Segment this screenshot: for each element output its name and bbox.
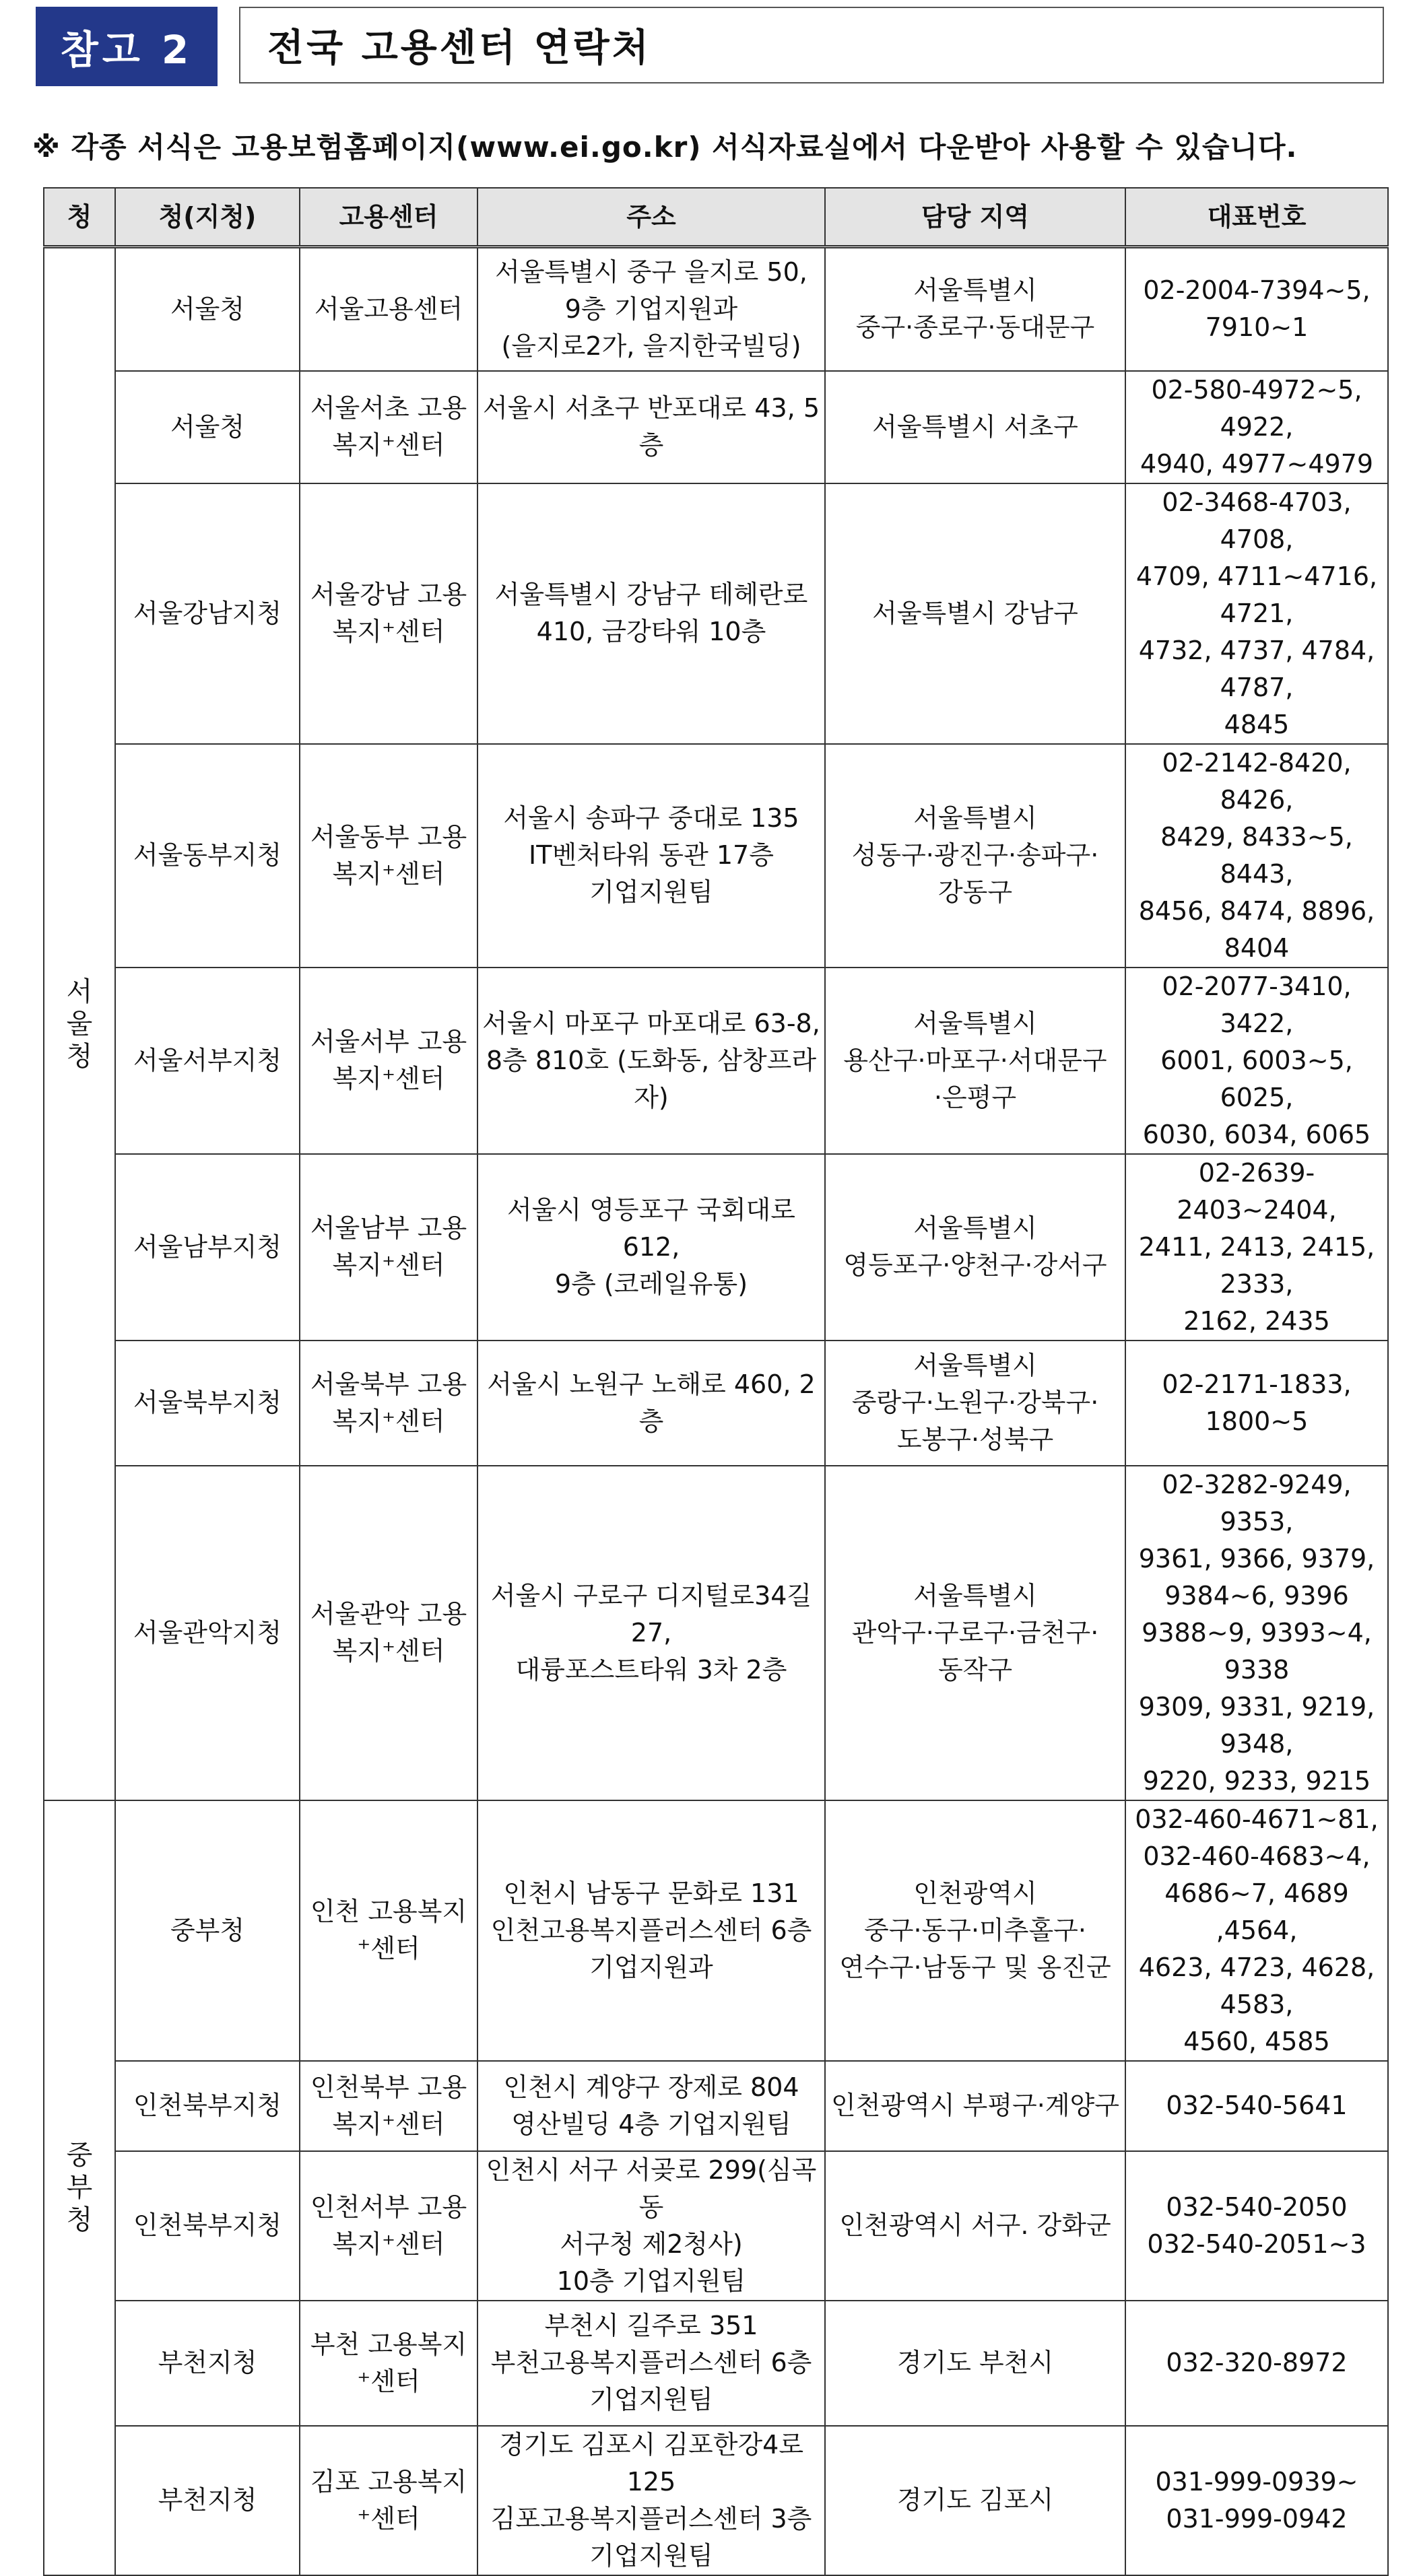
table-row: [44, 1800, 1388, 2061]
area-cell: [825, 2151, 1125, 2301]
table-row: [44, 1341, 1388, 1466]
contact-table: [43, 187, 1389, 2576]
region-name: 서울청: [66, 976, 93, 1072]
address-line: 인천시 서구 서곶로 299(심곡동: [486, 2155, 817, 2222]
address-cell: [477, 2426, 825, 2575]
table-body: [44, 247, 1388, 2575]
area-line: 인천광역시 서구. 강화군: [839, 2210, 1111, 2240]
area-cell: [825, 744, 1125, 968]
area-line: 강동구: [937, 877, 1013, 907]
phone-line: 4560, 4585: [1183, 2026, 1330, 2056]
area-cell: [825, 247, 1125, 371]
address-line: 김포고용복지플러스센터 3층: [490, 2503, 812, 2534]
table-row: [44, 2151, 1388, 2301]
address-line: 부천고용복지플러스센터 6층: [490, 2348, 812, 2377]
address-cell: [477, 1466, 825, 1800]
area-line: 경기도 김포시: [896, 2485, 1054, 2515]
area-line: 인천광역시: [913, 1878, 1037, 1908]
phone-line: 7910~1: [1205, 312, 1309, 343]
table-row: [44, 483, 1388, 744]
phone-cell: [1125, 1154, 1388, 1341]
center-cell: 서울북부 고용복지⁺센터: [300, 1341, 477, 1466]
phone-cell: [1125, 483, 1388, 744]
phone-line: 4732, 4737, 4784, 4787,: [1138, 635, 1375, 702]
phone-line: 9309, 9331, 9219, 9348,: [1138, 1691, 1375, 1759]
area-line: 경기도 부천시: [896, 2348, 1054, 2377]
center-cell: 서울남부 고용복지⁺센터: [300, 1154, 477, 1341]
address-line: 기업지원팀: [589, 2540, 713, 2571]
address-cell: [477, 744, 825, 968]
phone-cell: [1125, 371, 1388, 483]
phone-line: 02-2171-1833, 1800~5: [1162, 1369, 1352, 1436]
area-line: 연수구·남동구 및 옹진군: [839, 1952, 1111, 1982]
phone-line: 032-460-4683~4,: [1143, 1841, 1371, 1871]
phone-line: 6030, 6034, 6065: [1142, 1119, 1371, 1149]
center-cell: 서울서부 고용복지⁺센터: [300, 968, 477, 1154]
office-cell: 서울서부지청: [115, 968, 300, 1154]
center-cell: 김포 고용복지⁺센터: [300, 2426, 477, 2575]
phone-line: 031-999-0942: [1166, 2503, 1348, 2534]
address-line: 서울특별시 강남구 테헤란로: [494, 580, 808, 609]
phone-line: 032-540-5641: [1166, 2091, 1348, 2120]
phone-line: 032-320-8972: [1166, 2348, 1348, 2377]
region-cell: [44, 247, 115, 1800]
area-line: 서울특별시 강남구: [872, 598, 1078, 628]
address-cell: [477, 1154, 825, 1341]
phone-cell: [1125, 744, 1388, 968]
area-cell: [825, 1154, 1125, 1341]
address-line: 서구청 제2청사): [560, 2229, 743, 2259]
address-line: 서울시 송파구 중대로 135: [503, 803, 799, 833]
area-cell: [825, 1466, 1125, 1800]
area-line: 도봉구·성북구: [896, 1425, 1054, 1454]
address-cell: [477, 968, 825, 1154]
table-row: [44, 247, 1388, 371]
table-row: [44, 1466, 1388, 1800]
area-cell: [825, 968, 1125, 1154]
address-line: IT벤처타워 동관 17층: [529, 840, 774, 870]
table-row: [44, 2301, 1388, 2426]
office-cell: 부천지청: [115, 2426, 300, 2575]
office-cell: 인천북부지청: [115, 2061, 300, 2151]
table-row: [44, 2426, 1388, 2575]
area-line: 서울특별시: [913, 275, 1037, 306]
address-line: (을지로2가, 을지한국빌딩): [501, 331, 801, 361]
address-line: 영산빌딩 4층 기업지원팀: [511, 2109, 791, 2139]
center-cell: 인천북부 고용복지⁺센터: [300, 2061, 477, 2151]
address-line: 서울시 구로구 디지털로34길 27,: [490, 1580, 812, 1648]
area-cell: [825, 2426, 1125, 2575]
reference-badge: 참고 2: [36, 7, 218, 86]
address-line: 기업지원팀: [589, 2385, 713, 2414]
area-line: 동작구: [937, 1654, 1013, 1685]
area-line: 용산구·마포구·서대문구: [843, 1045, 1107, 1075]
address-line: 인천고용복지플러스센터 6층: [490, 1915, 812, 1945]
phone-line: 02-2142-8420, 8426,: [1162, 747, 1352, 815]
office-cell: 서울동부지청: [115, 744, 300, 968]
area-cell: [825, 371, 1125, 483]
table-row: [44, 744, 1388, 968]
address-line: 10층 기업지원팀: [556, 2266, 746, 2296]
phone-line: 9361, 9366, 9379,: [1138, 1543, 1375, 1573]
center-cell: 서울동부 고용복지⁺센터: [300, 744, 477, 968]
phone-line: 9388~9, 9393~4, 9338: [1142, 1617, 1372, 1685]
area-line: 서울특별시: [913, 1351, 1037, 1380]
column-header-area: 담당 지역: [825, 188, 1125, 247]
forms-notice: ※ 각종 서식은 고용보험홈페이지(www.ei.go.kr) 서식자료실에서 다운받아 사용할 수 있습니다.: [32, 131, 1298, 164]
area-cell: [825, 483, 1125, 744]
area-line: 서울특별시: [913, 803, 1037, 833]
phone-line: 2162, 2435: [1183, 1306, 1330, 1336]
address-line: 410, 금강타워 10층: [536, 617, 766, 646]
address-cell: [477, 371, 825, 483]
area-cell: [825, 1800, 1125, 2061]
phone-line: 02-2004-7394~5,: [1143, 275, 1371, 306]
phone-cell: [1125, 1341, 1388, 1466]
phone-line: 4940, 4977~4979: [1140, 448, 1374, 479]
address-cell: [477, 2301, 825, 2426]
area-cell: [825, 2301, 1125, 2426]
table-row: [44, 1154, 1388, 1341]
address-cell: [477, 483, 825, 744]
address-line: 인천시 남동구 문화로 131: [503, 1878, 799, 1908]
address-line: 대륭포스트타워 3차 2층: [515, 1654, 787, 1685]
region-name: 중부청: [66, 2140, 93, 2235]
column-header-phone: 대표번호: [1125, 188, 1388, 247]
table-row: [44, 371, 1388, 483]
area-line: 중구·종로구·동대문구: [855, 312, 1095, 343]
office-cell: 서울청: [115, 247, 300, 371]
area-line: 서울특별시 서초구: [872, 411, 1078, 442]
column-header-region: 청: [44, 188, 115, 247]
center-cell: 서울강남 고용복지⁺센터: [300, 483, 477, 744]
phone-line: 031-999-0939~: [1155, 2466, 1358, 2497]
area-line: 성동구·광진구·송파구·: [851, 840, 1099, 870]
column-header-office: 청(지청): [115, 188, 300, 247]
phone-line: 032-540-2051~3: [1147, 2229, 1366, 2259]
phone-cell: [1125, 2426, 1388, 2575]
address-line: 기업지원팀: [589, 877, 713, 907]
address-line: 부천시 길주로 351: [544, 2311, 758, 2340]
phone-line: 02-2077-3410, 3422,: [1162, 971, 1352, 1038]
phone-cell: [1125, 968, 1388, 1154]
column-header-address: 주소: [477, 188, 825, 247]
table-row: [44, 968, 1388, 1154]
center-cell: 서울서초 고용복지⁺센터: [300, 371, 477, 483]
phone-line: 4845: [1224, 709, 1290, 739]
address-cell: [477, 2061, 825, 2151]
phone-line: 02-2639-2403~2404,: [1177, 1157, 1337, 1225]
area-line: 관악구·구로구·금천구·: [851, 1617, 1099, 1648]
office-cell: 인천북부지청: [115, 2151, 300, 2301]
phone-cell: [1125, 1800, 1388, 2061]
address-line: 서울특별시 중구 을지로 50,: [495, 257, 807, 287]
address-line: 서울시 노원구 노해로 460, 2층: [487, 1369, 816, 1436]
area-cell: [825, 1341, 1125, 1466]
address-line: 인천시 계양구 장제로 804: [503, 2072, 799, 2102]
center-cell: 서울관악 고용복지⁺센터: [300, 1466, 477, 1800]
area-line: 서울특별시: [913, 1008, 1037, 1038]
column-header-center: 고용센터: [300, 188, 477, 247]
phone-cell: [1125, 2061, 1388, 2151]
address-line: 서울시 마포구 마포대로 63-8,: [482, 1008, 820, 1038]
address-line: 경기도 김포시 김포한강4로 125: [498, 2429, 804, 2497]
office-cell: 중부청: [115, 1800, 300, 2061]
office-cell: 서울관악지청: [115, 1466, 300, 1800]
phone-line: 4686~7, 4689 ,4564,: [1164, 1878, 1349, 1945]
office-cell: 서울남부지청: [115, 1154, 300, 1341]
phone-line: 4623, 4723, 4628, 4583,: [1138, 1952, 1375, 2019]
office-cell: 부천지청: [115, 2301, 300, 2426]
phone-line: 032-540-2050: [1166, 2192, 1348, 2222]
area-line: 서울특별시: [913, 1213, 1037, 1243]
phone-line: 8456, 8474, 8896, 8404: [1138, 895, 1375, 963]
table-row: [44, 2061, 1388, 2151]
address-cell: [477, 1800, 825, 2061]
page-title: 전국 고용센터 연락처: [239, 7, 1384, 83]
phone-line: 6001, 6003~5, 6025,: [1160, 1045, 1353, 1112]
area-line: 영등포구·양천구·강서구: [843, 1250, 1107, 1280]
address-line: 서울시 서초구 반포대로 43, 5층: [482, 393, 820, 460]
area-cell: [825, 2061, 1125, 2151]
office-cell: 서울강남지청: [115, 483, 300, 744]
area-line: ·은평구: [933, 1082, 1017, 1112]
address-line: 9층 기업지원과: [564, 294, 738, 324]
area-line: 서울특별시: [913, 1580, 1037, 1611]
phone-line: 9384~6, 9396: [1164, 1580, 1349, 1611]
phone-line: 02-3282-9249, 9353,: [1162, 1469, 1352, 1536]
phone-line: 032-460-4671~81,: [1135, 1804, 1379, 1834]
address-line: 9층 (코레일유통): [554, 1268, 748, 1299]
phone-cell: [1125, 2301, 1388, 2426]
address-line: 8층 810호 (도화동, 삼창프라자): [486, 1045, 817, 1112]
center-cell: 부천 고용복지⁺센터: [300, 2301, 477, 2426]
address-line: 서울시 영등포구 국회대로 612,: [507, 1194, 795, 1262]
address-cell: [477, 2151, 825, 2301]
address-line: 기업지원과: [589, 1952, 713, 1982]
center-cell: 인천 고용복지⁺센터: [300, 1800, 477, 2061]
center-cell: 인천서부 고용복지⁺센터: [300, 2151, 477, 2301]
phone-line: 02-580-4972~5, 4922,: [1151, 374, 1362, 442]
region-cell: [44, 1800, 115, 2575]
phone-line: 02-3468-4703, 4708,: [1162, 487, 1352, 554]
office-cell: 서울북부지청: [115, 1341, 300, 1466]
address-cell: [477, 247, 825, 371]
center-cell: 서울고용센터: [300, 247, 477, 371]
phone-line: 2411, 2413, 2415, 2333,: [1138, 1231, 1375, 1299]
office-cell: 서울청: [115, 371, 300, 483]
table-header-row: [44, 188, 1388, 247]
phone-cell: [1125, 247, 1388, 371]
area-line: 중랑구·노원구·강북구·: [851, 1388, 1099, 1417]
phone-cell: [1125, 1466, 1388, 1800]
phone-cell: [1125, 2151, 1388, 2301]
area-line: 인천광역시 부평구·계양구: [831, 2091, 1119, 2120]
area-line: 중구·동구·미추홀구·: [864, 1915, 1086, 1945]
phone-line: 8429, 8433~5, 8443,: [1160, 821, 1353, 889]
address-cell: [477, 1341, 825, 1466]
phone-line: 4709, 4711~4716, 4721,: [1135, 561, 1378, 628]
phone-line: 9220, 9233, 9215: [1142, 1765, 1371, 1796]
